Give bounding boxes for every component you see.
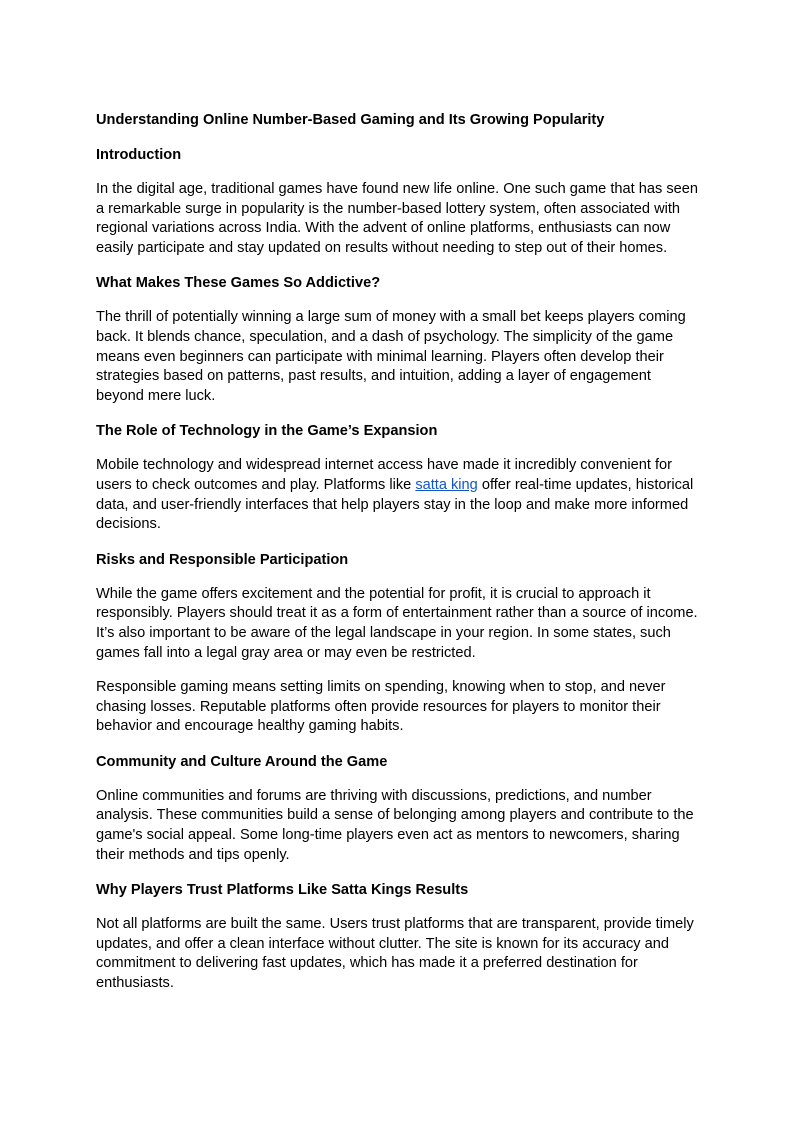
document-title: Understanding Online Number-Based Gaming and Its Growing Popularity	[96, 112, 605, 128]
addictive-paragraph: The thrill of potentially winning a large sum of money with a small bet keeps players coming back. It blends chance, speculation, and a dash of psychology. The simplicity of the game means even beginners can participate with minimal learning. Players often develop their strategies based on patterns, past results, and intuition, adding a layer of engagement beyond mere luck.	[96, 309, 686, 404]
document-page	[96, 110, 702, 1009]
technology-text-after: offer real-time updates, historical data, and user-friendly interfaces that help players stay in the loop and make more informed decisions.	[96, 476, 694, 533]
technology-heading: The Role of Technology in the Game’s Expansion	[96, 423, 438, 440]
risks-heading: Risks and Responsible Participation	[96, 551, 349, 568]
addictive-heading: What Makes These Games So Addictive?	[96, 275, 381, 292]
technology-text-before: Mobile technology and widespread internet access have made it incredibly convenient for users to check outcomes and play. Platforms like	[96, 457, 672, 493]
community-heading: Community and Culture Around the Game	[96, 753, 388, 770]
risks-paragraph-2: Responsible gaming means setting limits on spending, knowing when to stop, and never chasing losses. Reputable platforms often provide resources for players to monitor their behavior and encourage healthy gaming habits.	[96, 679, 666, 735]
satta-king-link[interactable]: satta king	[415, 476, 478, 493]
risks-paragraph-1: While the game offers excitement and the potential for profit, it is crucial to approach it responsibly. Players should treat it as a form of entertainment rather than a source of income. It’s also important to be aware of the legal landscape in your region. In some states, such games fall into a legal gray area or may even be restricted.	[96, 585, 698, 661]
intro-heading: Introduction	[96, 147, 182, 163]
community-paragraph: Online communities and forums are thriving with discussions, predictions, and number analysis. These communities build a sense of belonging among players and contribute to the game's social appeal. Some long-time players even act as mentors to newcomers, sharing their methods and tips openly.	[96, 787, 694, 863]
technology-paragraph	[96, 456, 702, 534]
trust-heading: Why Players Trust Platforms Like Satta Kings Results	[96, 882, 469, 899]
trust-paragraph: Not all platforms are built the same. Users trust platforms that are transparent, provide timely updates, and offer a clean interface without clutter. The site is known for its accuracy and commitment to delivering fast updates, which has made it a preferred destination for enthusiasts.	[96, 916, 694, 992]
intro-paragraph: In the digital age, traditional games have found new life online. One such game that has seen a remarkable surge in popularity is the number-based lottery system, often associated with regional variations across India. With the advent of online platforms, enthusiasts can now easily participate and stay updated on results without needing to step out of their homes.	[96, 181, 698, 256]
